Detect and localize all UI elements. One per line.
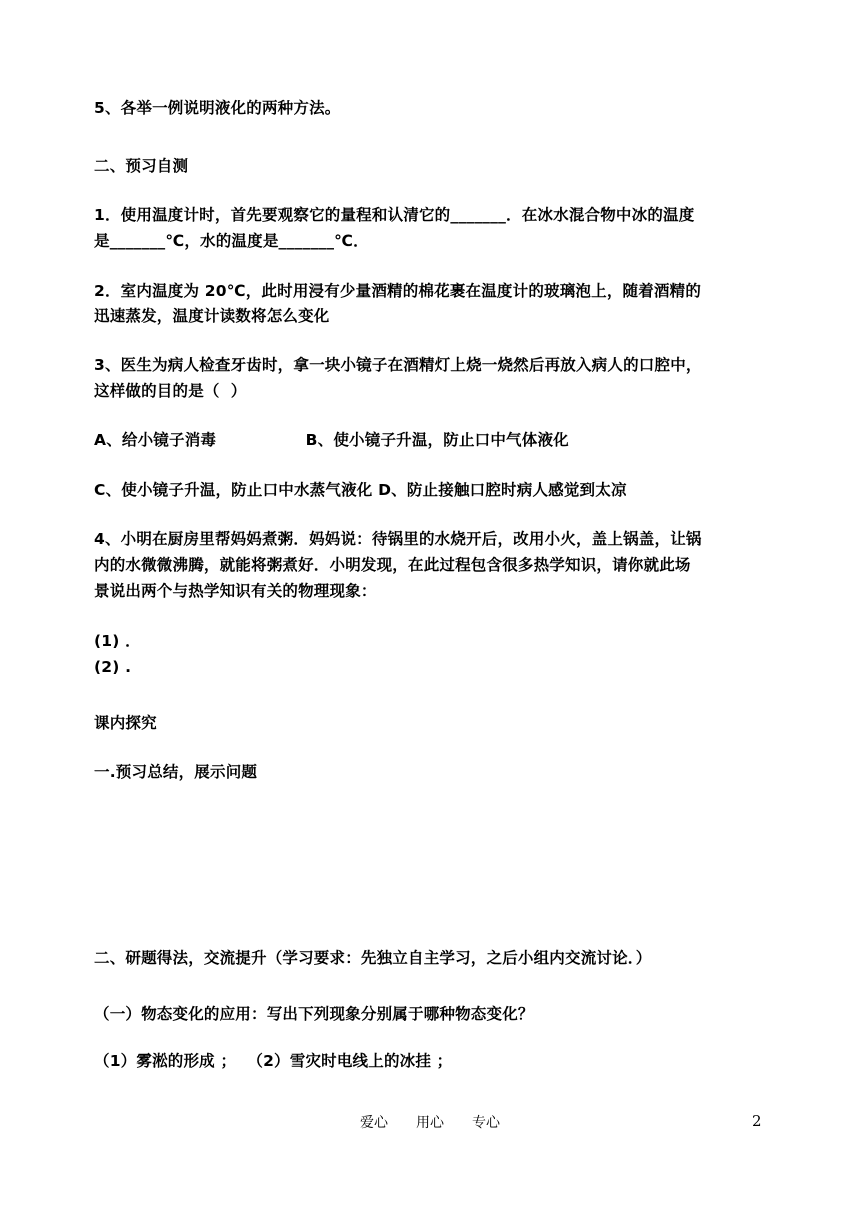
question-4-answer-1: (1) ． (94, 632, 141, 650)
question-3-line-1: 3、医生为病人检查牙齿时，拿一块小镜子在酒精灯上烧一烧然后再放入病人的口腔中， (94, 356, 702, 374)
question-1-line-1: 1．使用温度计时，首先要观察它的量程和认清它的_______．在冰水混合物中冰的温度 (94, 206, 695, 224)
question-4-line-2: 内的水微微沸腾，就能将粥煮好．小明发现，在此过程包含很多热学知识，请你就此场 (94, 556, 691, 574)
question-4-line-1: 4、小明在厨房里帮妈妈煮粥．妈妈说：待锅里的水烧开后，改用小火，盖上锅盖，让锅 (94, 530, 702, 548)
question-4-line-3: 景说出两个与热学知识有关的物理现象： (94, 582, 377, 600)
question-2-line-1: 2．室内温度为 20℃，此时用浸有少量酒精的棉花裹在温度计的玻璃泡上，随着酒精的 (94, 282, 702, 300)
page-number: 2 (752, 1112, 762, 1130)
footer-word-1: 爱心 (360, 1115, 388, 1131)
footer-word-3: 专心 (472, 1115, 500, 1131)
question-3-options-ab: A、给小镜子消毒 B、使小镜子升温，防止口中气体液化 (94, 431, 569, 449)
question-3-line-2: 这样做的目的是（ ） (94, 382, 247, 400)
footer-word-2: 用心 (416, 1115, 444, 1131)
section-heading-study-method: 二、研题得法，交流提升（学习要求：先独立自主学习，之后小组内交流讨论．） (94, 949, 652, 967)
section-heading-preview-test: 二、预习自测 (94, 157, 189, 175)
question-2-line-2: 迅速蒸发，温度计读数将怎么变化 (94, 307, 330, 325)
page-footer (300, 1112, 560, 1132)
question-4-answer-2: (2) . (94, 658, 132, 676)
state-change-questions: （1）雾淞的形成 ； （2）雪灾时电线上的冰挂 ； (94, 1052, 453, 1070)
section-heading-in-class: 课内探究 (94, 714, 157, 732)
subsection-state-change: （一）物态变化的应用：写出下列现象分别属于哪种物态变化？ (94, 1005, 534, 1023)
question-3-options-cd: C、使小镜子升温，防止口中水蒸气液化 D、防止接触口腔时病人感觉到太凉 (94, 481, 627, 499)
subheading-preview-summary: 一.预习总结，展示问题 (94, 763, 258, 781)
question-1-line-2: 是_______℃，水的温度是_______℃． (94, 232, 369, 250)
question-5-text: 5、各举一例说明液化的两种方法。 (94, 99, 341, 117)
